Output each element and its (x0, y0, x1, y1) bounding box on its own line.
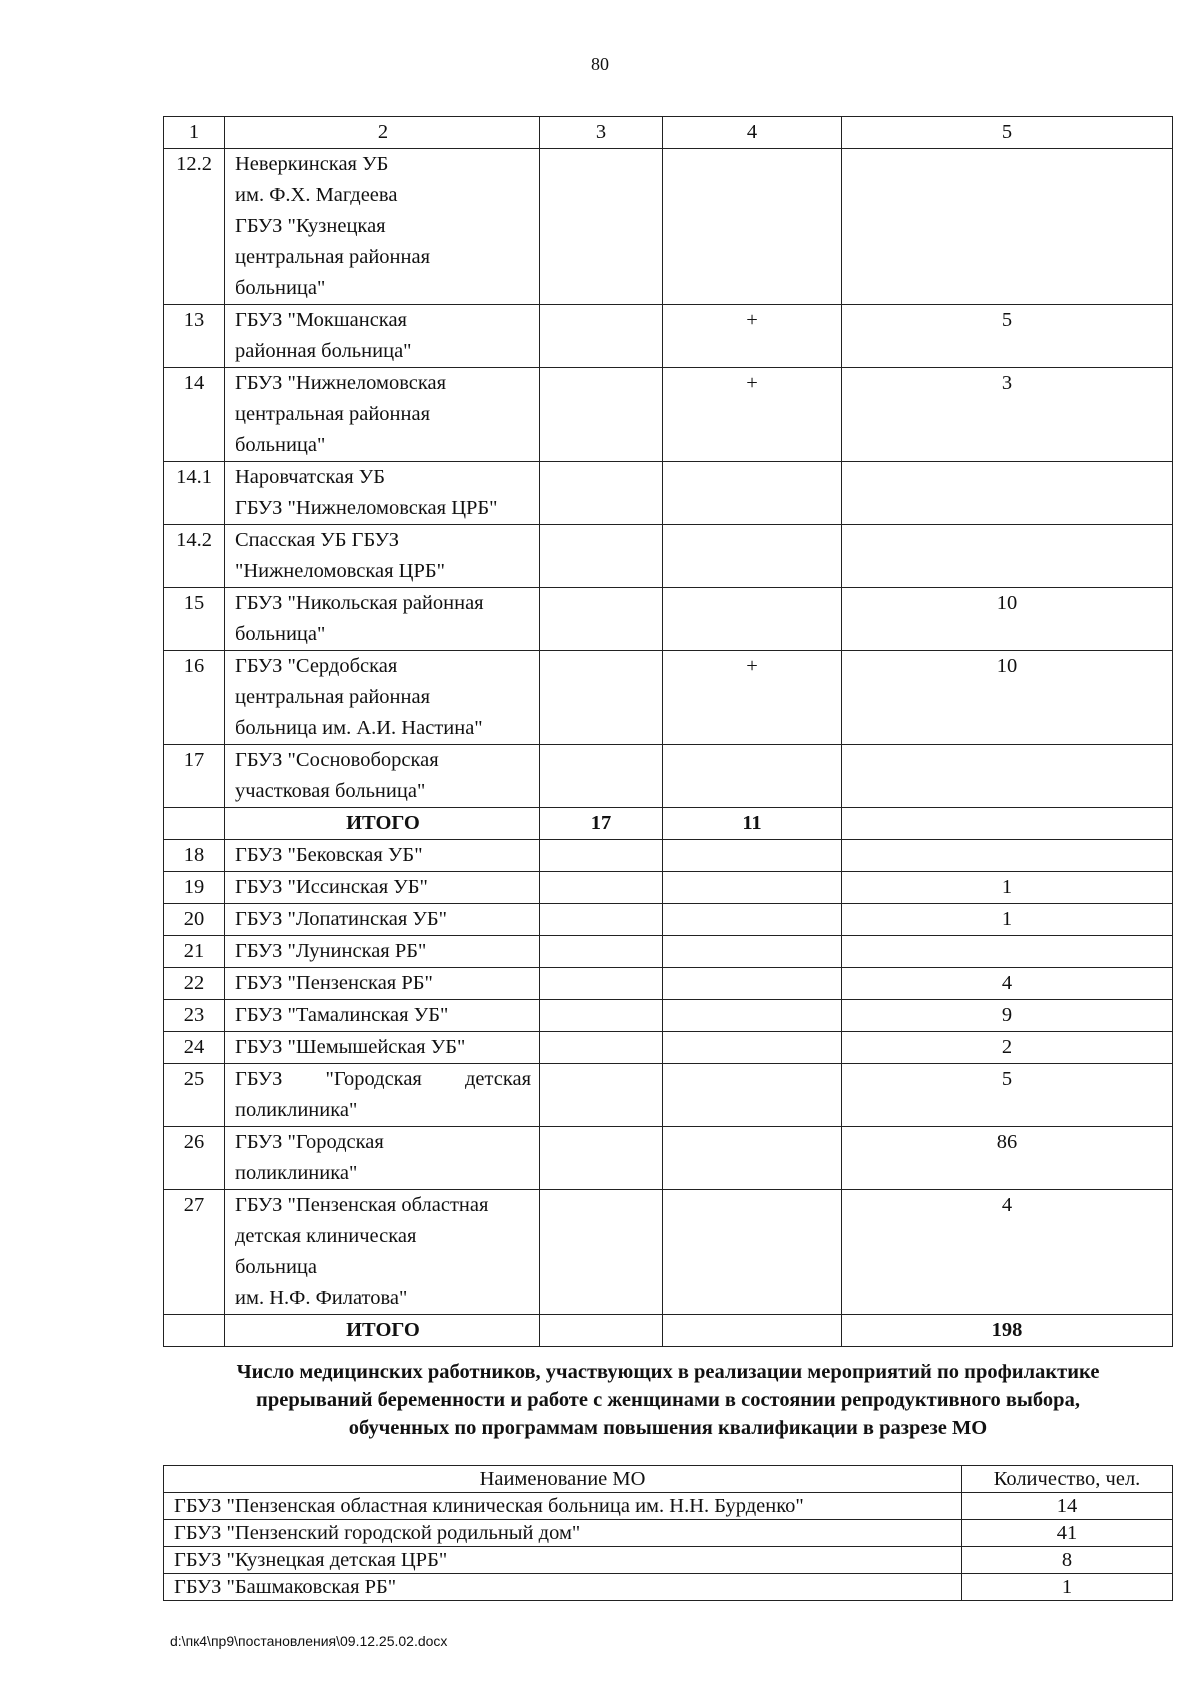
table-row (164, 1127, 1173, 1190)
col3-value (540, 1315, 663, 1347)
row-number: 18 (164, 840, 225, 872)
col3-value (540, 904, 663, 936)
mo-name: ГБУЗ "Пензенский городской родильный дом" (164, 1520, 962, 1547)
organization-name-line: ГБУЗ "Нижнеломовская (235, 372, 447, 394)
organization-name-line: им. Ф.Х. Магдеева (235, 184, 398, 206)
organization-name (225, 305, 540, 368)
header-col-4: 4 (663, 117, 842, 149)
organization-name-line: ГБУЗ "Городская детская поликлиника" (235, 1068, 531, 1121)
organization-name-line: ГБУЗ "Нижнеломовская ЦРБ" (235, 497, 498, 519)
col4-value (663, 840, 842, 872)
col3-value (540, 305, 663, 368)
col4-value (663, 1190, 842, 1315)
col4-value (663, 1032, 842, 1064)
table-row (164, 840, 1173, 872)
col3-value (540, 368, 663, 462)
table-row (164, 651, 1173, 745)
col4-value: + (663, 368, 842, 462)
mo-qty: 1 (962, 1574, 1173, 1601)
col5-value: 5 (842, 1064, 1173, 1127)
col4-value (663, 588, 842, 651)
organization-name-line: ГБУЗ "Пензенская областная (235, 1194, 489, 1216)
col3-value (540, 1000, 663, 1032)
organization-name (225, 462, 540, 525)
col4-value (663, 745, 842, 808)
organization-name-line: больница" (235, 623, 326, 645)
table-row (164, 368, 1173, 462)
row-number: 25 (164, 1064, 225, 1127)
mo-qty: 41 (962, 1520, 1173, 1547)
organization-name-line: ГБУЗ "Шемышейская УБ" (235, 1036, 466, 1058)
row-number: 12.2 (164, 149, 225, 305)
table-row (164, 149, 1173, 305)
row-number: 24 (164, 1032, 225, 1064)
mo-name: ГБУЗ "Пензенская областная клиническая больница им. Н.Н. Бурденко" (164, 1493, 962, 1520)
col3-value (540, 968, 663, 1000)
col3-value (540, 1127, 663, 1190)
row-number: 23 (164, 1000, 225, 1032)
total-row (164, 1315, 1173, 1347)
col5-value: 5 (842, 305, 1173, 368)
table-row (164, 462, 1173, 525)
col5-value (842, 840, 1173, 872)
col3-value: 17 (540, 808, 663, 840)
col3-value (540, 840, 663, 872)
organization-name-line: поликлиника" (235, 1162, 358, 1184)
organization-name-line: ГБУЗ "Кузнецкая (235, 215, 386, 237)
table-header-row (164, 117, 1173, 149)
page-number: 80 (591, 54, 609, 74)
organization-name-line: Неверкинская УБ (235, 153, 389, 175)
mo-header-name: Наименование МО (164, 1466, 962, 1493)
mo-table-row (164, 1520, 1173, 1547)
col5-value: 2 (842, 1032, 1173, 1064)
section-title (163, 1358, 1173, 1442)
col5-value: 10 (842, 588, 1173, 651)
col3-value (540, 149, 663, 305)
col4-value (663, 1064, 842, 1127)
col5-value: 4 (842, 968, 1173, 1000)
organization-name (225, 651, 540, 745)
table-row (164, 305, 1173, 368)
mo-qty: 8 (962, 1547, 1173, 1574)
organization-name-line: центральная районная (235, 246, 431, 268)
col3-value (540, 745, 663, 808)
table-row (164, 936, 1173, 968)
organization-name-line: ГБУЗ "Лунинская РБ" (235, 940, 427, 962)
organization-name-line: ГБУЗ "Иссинская УБ" (235, 876, 428, 898)
total-row (164, 808, 1173, 840)
organization-name (225, 1127, 540, 1190)
mo-table-header-row (164, 1466, 1173, 1493)
col4-value (663, 936, 842, 968)
row-number (164, 808, 225, 840)
organization-name (225, 840, 540, 872)
row-number: 22 (164, 968, 225, 1000)
row-number: 13 (164, 305, 225, 368)
organization-name-line: ГБУЗ "Лопатинская УБ" (235, 908, 448, 930)
mo-table-row (164, 1547, 1173, 1574)
organization-name-line: ГБУЗ "Никольская районная (235, 592, 484, 614)
row-number (164, 1315, 225, 1347)
row-number: 14.2 (164, 525, 225, 588)
col3-value (540, 462, 663, 525)
organization-name-line: ГБУЗ "Сердобская (235, 655, 398, 677)
organization-name-line: центральная районная (235, 686, 431, 708)
col4-value (663, 149, 842, 305)
mo-table (163, 1465, 1173, 1601)
mo-name: ГБУЗ "Кузнецкая детская ЦРБ" (164, 1547, 962, 1574)
organization-name (225, 525, 540, 588)
mo-table-row (164, 1493, 1173, 1520)
col5-value: 1 (842, 872, 1173, 904)
organization-name (225, 1032, 540, 1064)
organization-name-line: ГБУЗ "Городская (235, 1131, 384, 1153)
row-number: 17 (164, 745, 225, 808)
organization-name (225, 1315, 540, 1347)
table-row (164, 1064, 1173, 1127)
organization-name-line: районная больница" (235, 340, 412, 362)
organization-name-line: ИТОГО (346, 812, 420, 834)
organization-name-line: ГБУЗ "Тамалинская УБ" (235, 1004, 449, 1026)
header-col-2: 2 (225, 117, 540, 149)
organization-name (225, 968, 540, 1000)
footer-file-path: d:\пк4\пр9\постановления\09.12.25.02.docx (170, 1633, 448, 1649)
table-row (164, 1032, 1173, 1064)
table-row (164, 1190, 1173, 1315)
col5-value (842, 808, 1173, 840)
col5-value: 198 (842, 1315, 1173, 1347)
table-row (164, 968, 1173, 1000)
table-row (164, 1000, 1173, 1032)
organization-name-line: "Нижнеломовская ЦРБ" (235, 560, 445, 582)
col3-value (540, 1190, 663, 1315)
organization-name (225, 745, 540, 808)
col5-value (842, 745, 1173, 808)
col4-value (663, 904, 842, 936)
header-col-3: 3 (540, 117, 663, 149)
col4-value: + (663, 651, 842, 745)
col3-value (540, 1032, 663, 1064)
col4-value: 11 (663, 808, 842, 840)
section-title-line: Число медицинских работников, участвующих в реализации мероприятий по профилактике (236, 1361, 1100, 1383)
col4-value (663, 1315, 842, 1347)
organization-name-line: больница им. А.И. Настина" (235, 717, 483, 739)
organization-name-line: больница" (235, 277, 326, 299)
mo-qty: 14 (962, 1493, 1173, 1520)
table-row (164, 745, 1173, 808)
organization-name (225, 149, 540, 305)
mo-header-qty: Количество, чел. (962, 1466, 1173, 1493)
organization-name (225, 904, 540, 936)
organization-name (225, 808, 540, 840)
row-number: 19 (164, 872, 225, 904)
organization-name (225, 1000, 540, 1032)
col5-value: 4 (842, 1190, 1173, 1315)
table-row (164, 525, 1173, 588)
col5-value (842, 936, 1173, 968)
row-number: 16 (164, 651, 225, 745)
main-table (163, 116, 1173, 1347)
organization-name-line: больница" (235, 434, 326, 456)
organization-name-line: ГБУЗ "Мокшанская (235, 309, 407, 331)
col5-value: 1 (842, 904, 1173, 936)
col4-value: + (663, 305, 842, 368)
organization-name-line: ИТОГО (346, 1319, 420, 1341)
organization-name-line: участковая больница" (235, 780, 426, 802)
table-row (164, 588, 1173, 651)
col3-value (540, 872, 663, 904)
header-col-1: 1 (164, 117, 225, 149)
col5-value (842, 525, 1173, 588)
table-row (164, 904, 1173, 936)
organization-name (225, 588, 540, 651)
col4-value (663, 1127, 842, 1190)
organization-name-line: ГБУЗ "Сосновоборская (235, 749, 439, 771)
col5-value: 3 (842, 368, 1173, 462)
organization-name-line: больница (235, 1256, 317, 1278)
col5-value: 86 (842, 1127, 1173, 1190)
col5-value (842, 462, 1173, 525)
col4-value (663, 1000, 842, 1032)
col3-value (540, 651, 663, 745)
section-title-line: прерываний беременности и работе с женщинами в состоянии репродуктивного выбора, (256, 1389, 1080, 1411)
organization-name (225, 1064, 540, 1127)
organization-name-line: детская клиническая (235, 1225, 417, 1247)
col4-value (663, 525, 842, 588)
col4-value (663, 968, 842, 1000)
mo-table-row (164, 1574, 1173, 1601)
col5-value (842, 149, 1173, 305)
header-col-5: 5 (842, 117, 1173, 149)
col3-value (540, 936, 663, 968)
col5-value: 10 (842, 651, 1173, 745)
organization-name (225, 368, 540, 462)
organization-name (225, 936, 540, 968)
row-number: 20 (164, 904, 225, 936)
organization-name-line: центральная районная (235, 403, 431, 425)
mo-name: ГБУЗ "Башмаковская РБ" (164, 1574, 962, 1601)
organization-name-line: Спасская УБ ГБУЗ (235, 529, 400, 551)
row-number: 26 (164, 1127, 225, 1190)
row-number: 21 (164, 936, 225, 968)
section-title-line: обученных по программам повышения квалификации в разрезе МО (348, 1417, 988, 1439)
main-table-body (164, 117, 1173, 1347)
col5-value: 9 (842, 1000, 1173, 1032)
organization-name (225, 1190, 540, 1315)
col3-value (540, 588, 663, 651)
organization-name-line: им. Н.Ф. Филатова" (235, 1287, 408, 1309)
table-row (164, 872, 1173, 904)
organization-name-line: ГБУЗ "Пензенская РБ" (235, 972, 433, 994)
col3-value (540, 525, 663, 588)
col4-value (663, 462, 842, 525)
row-number: 27 (164, 1190, 225, 1315)
row-number: 14 (164, 368, 225, 462)
row-number: 14.1 (164, 462, 225, 525)
organization-name-line: ГБУЗ "Бековская УБ" (235, 844, 423, 866)
col3-value (540, 1064, 663, 1127)
row-number: 15 (164, 588, 225, 651)
organization-name (225, 872, 540, 904)
organization-name-line: Наровчатская УБ (235, 466, 386, 488)
col4-value (663, 872, 842, 904)
